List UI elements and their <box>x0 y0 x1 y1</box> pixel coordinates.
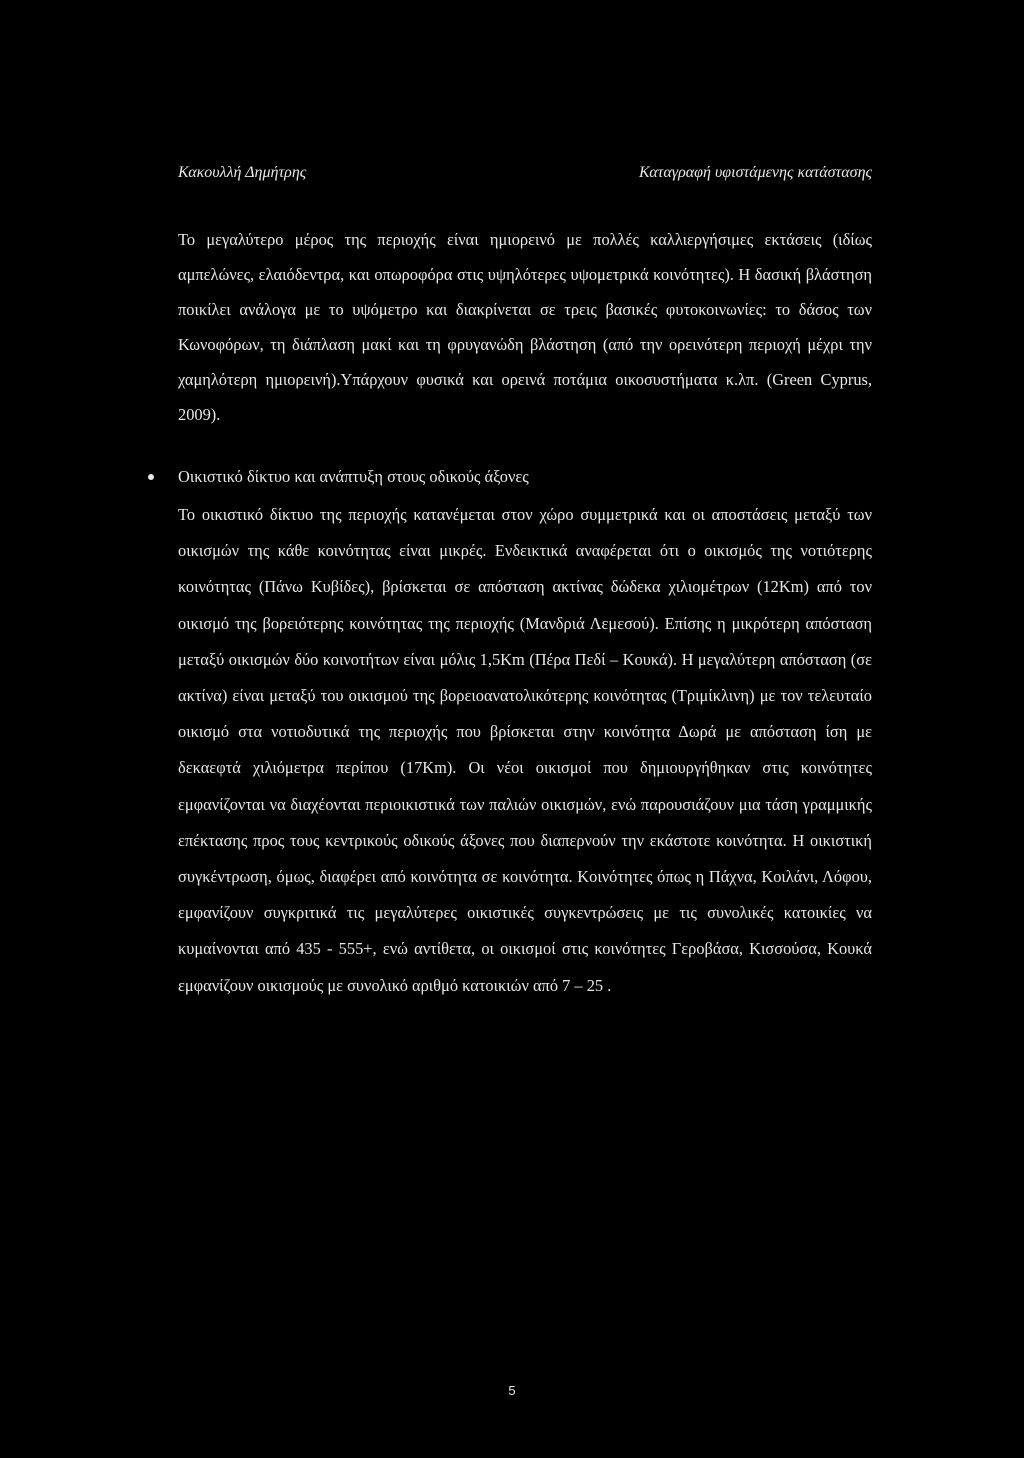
vegetation-paragraph: Το μεγαλύτερο μέρος της περιοχής είναι ημιορεινό με πολλές καλλιεργήσιμες εκτάσεις (ιδίως αμπελώνες, ελαιόδεντρα, και οπωροφόρα στις υψηλότερες υψομετρικά κοινότητες). Η δασική βλάστηση ποικίλει ανάλογα με το υψόμετρο και διακρίνεται σε τρεις βασικές φυτοκοινωνίες: το δάσος των Κωνοφόρων, τη διάπλαση μακί και τη φρυγανώδη βλάστηση (από την ορεινότερη περιοχή μέχρι την χαμηλότερη ημιορεινή).Υπάρχουν φυσικά και ορεινά ποτάμια οικοσυστήματα κ.λπ. (Green Cyprus, 2009). <box>178 230 872 424</box>
bullet-icon <box>148 474 154 480</box>
header-section-title: Καταγραφή υφιστάμενης κατάστασης <box>639 164 872 181</box>
bullet-item <box>148 462 872 492</box>
page-number: 5 <box>508 1383 516 1398</box>
bullet-heading: Οικιστικό δίκτυο και ανάπτυξη στους οδικούς άξονες <box>178 467 529 486</box>
page-header <box>178 164 872 188</box>
header-author: Κακουλλή Δημήτρης <box>178 164 307 181</box>
settlement-network-paragraph: Το οικιστικό δίκτυο της περιοχής κατανέμεται στον χώρο συμμετρικά και οι αποστάσεις μεταξύ των οικισμών της κάθε κοινότητας είναι μικρές. Ενδεικτικά αναφέρεται ότι ο οικισμός της νοτιότερης κοινότητας (Πάνω Κυβίδες), βρίσκεται σε απόσταση ακτίνας δώδεκα χιλιομέτρων (12Km) από τον οικισμό της βορειότερης κοινότητας της περιοχής (Μανδριά Λεμεσού). Επίσης η μικρότερη απόσταση μεταξύ οικισμών δύο κοινοτήτων είναι μόλις 1,5Km (Πέρα Πεδί – Κουκά). Η μεγαλύτερη απόσταση (σε ακτίνα) είναι μεταξύ του οικισμού της βορειοανατολικότερης κοινότητας (Τριμίκλινη) με τον τελευταίο οικισμό στα νοτιοδυτικά της περιοχής που βρίσκεται στην κοινότητα Δωρά με απόσταση ίση με δεκαεφτά χιλιόμετρα περίπου (17Km). Οι νέοι οικισμοί που δημιουργήθηκαν στις κοινότητες εμφανίζονται να διαχέονται περιοικιστικά των παλιών οικισμών, ενώ παρουσιάζουν μια τάση γραμμικής επέκτασης προς τους κεντρικούς οδικούς άξονες που διαπερνούν την εκάστοτε κοινότητα. Η οικιστική συγκέντρωση, όμως, διαφέρει από κοινότητα σε κοινότητα. Κοινότητες όπως η Πάχνα, Κοιλάνι, Λόφου, εμφανίζουν συγκριτικά τις μεγαλύτερες οικιστικές συγκεντρώσεις με τις συνολικές κατοικίες να κυμαίνονται από 435 - 555+, ενώ αντίθετα, οι οικισμοί στις κοινότητες Γεροβάσα, Κισσούσα, Κουκά εμφανίζουν οικισμούς με συνολικό αριθμό κατοικιών από 7 – 25 . <box>178 505 872 995</box>
